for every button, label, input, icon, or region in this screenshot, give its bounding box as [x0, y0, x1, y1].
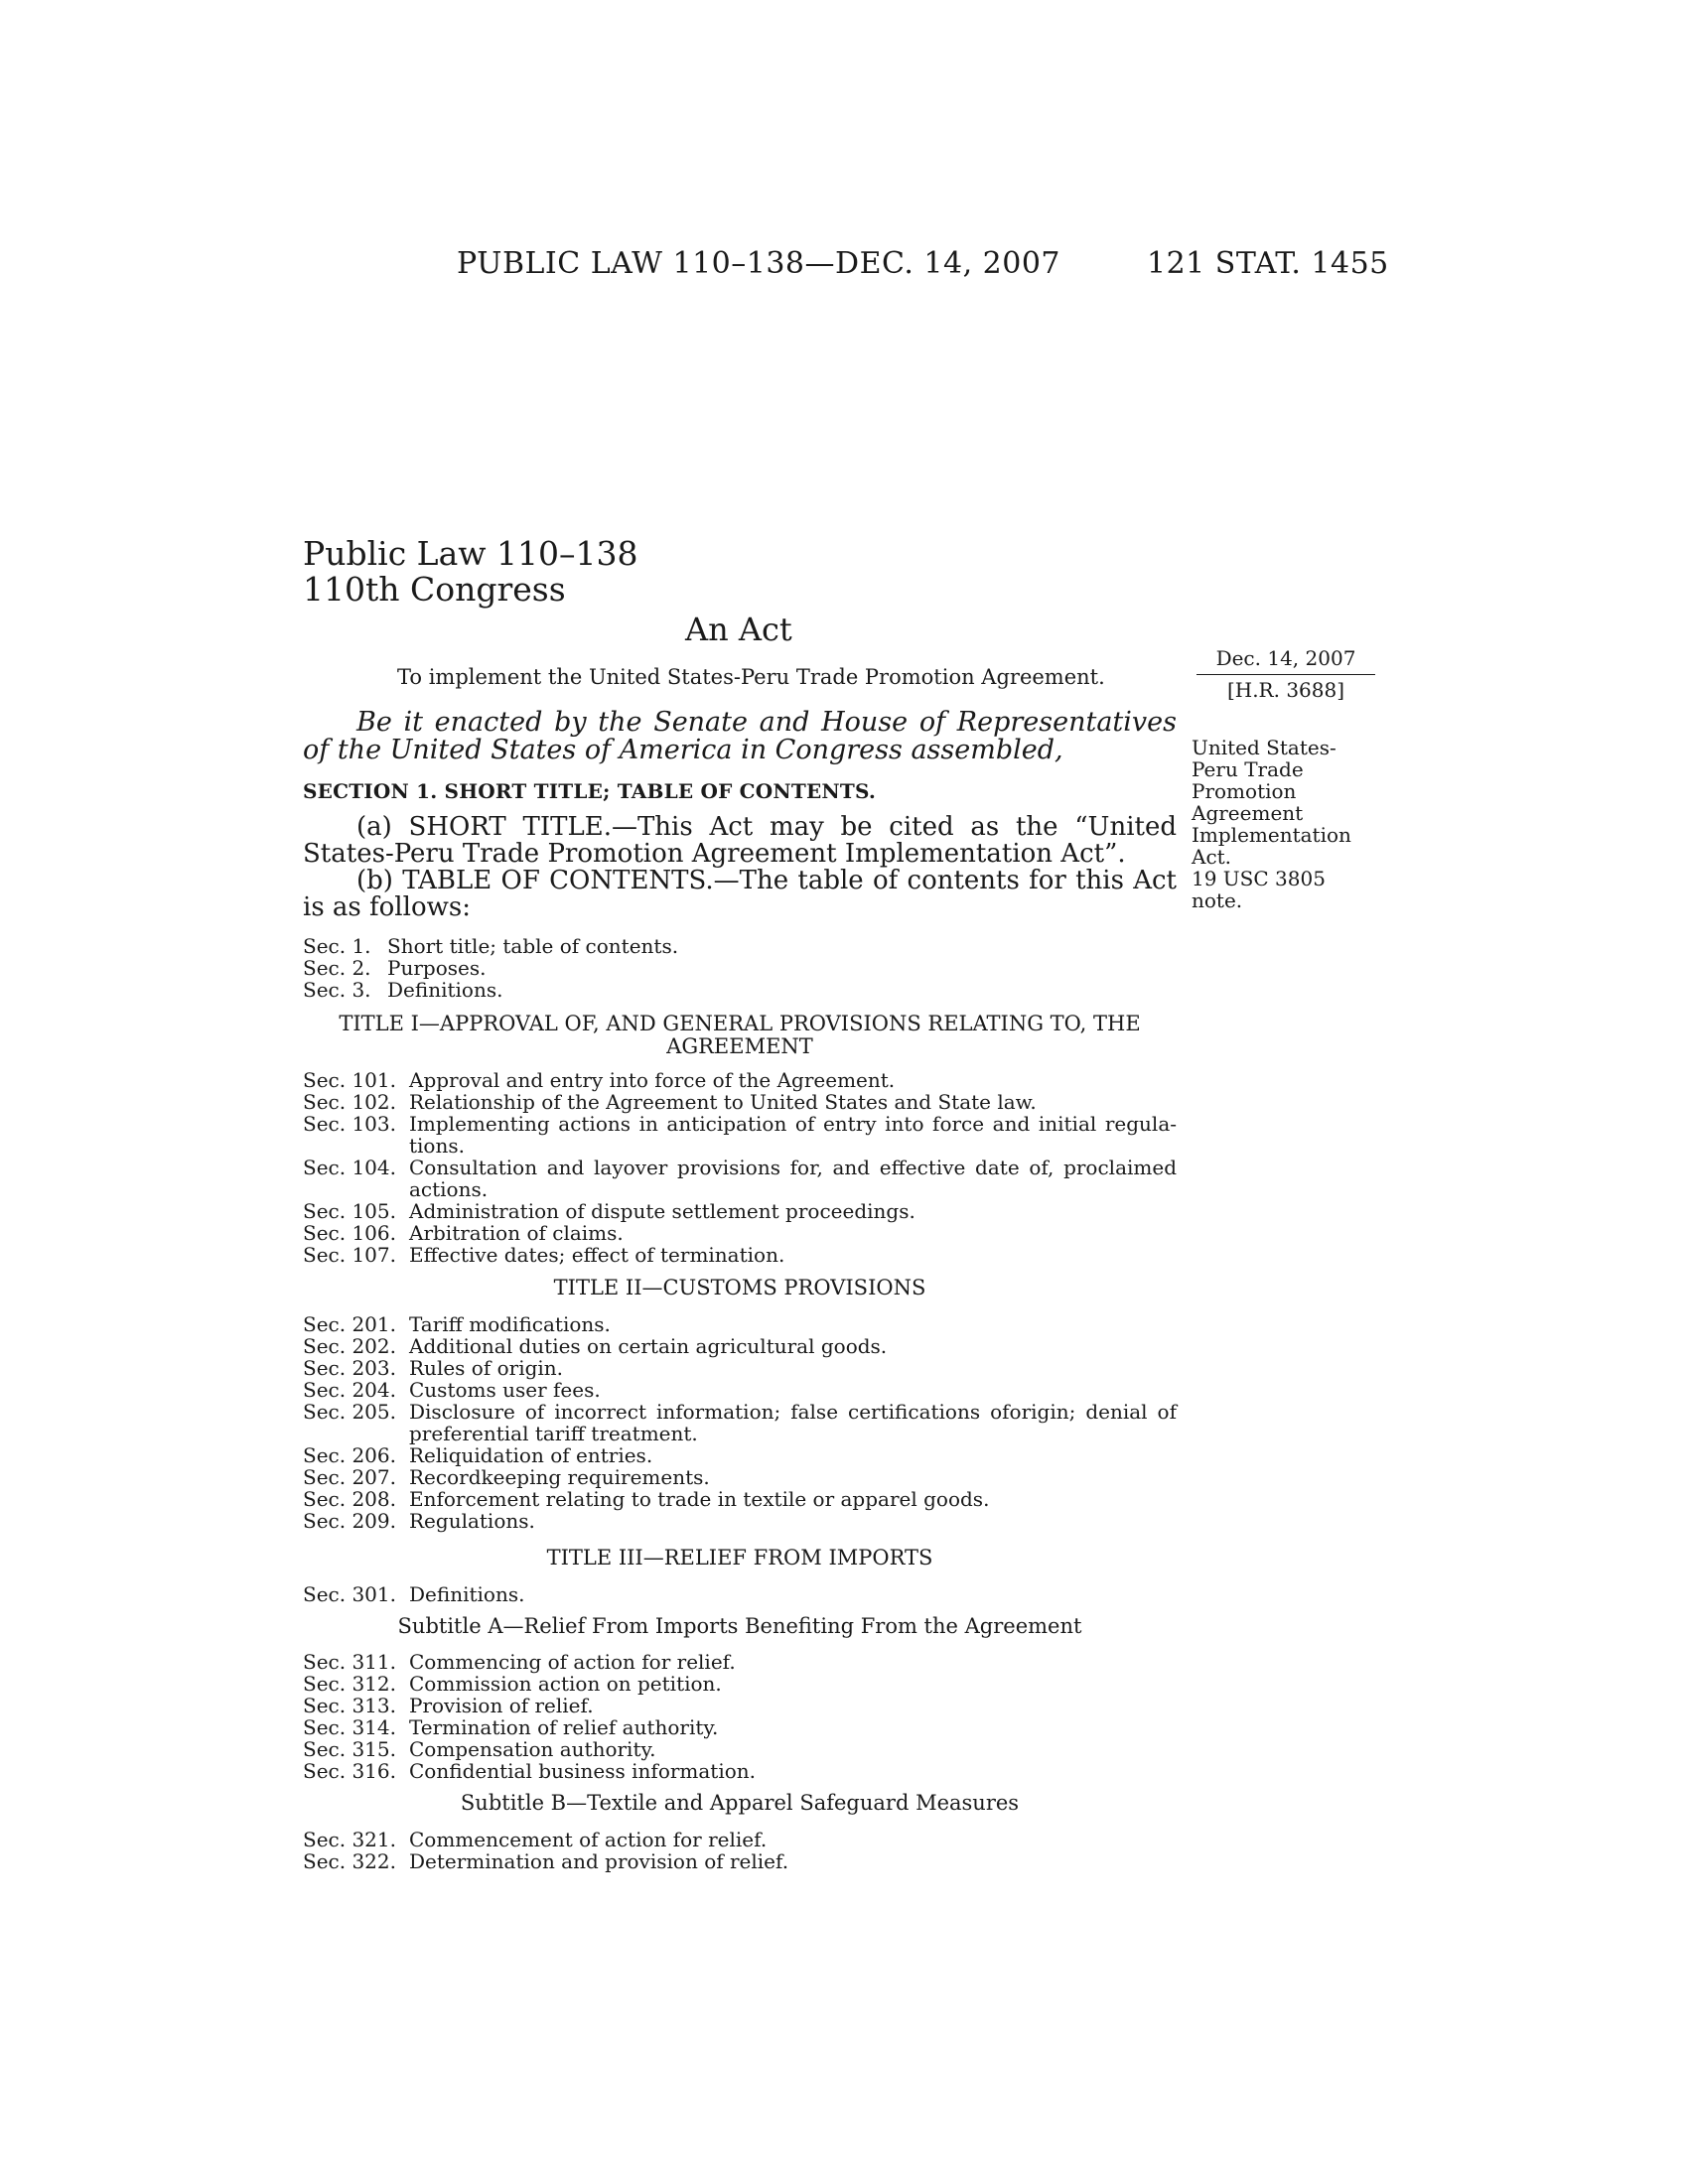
toc-entry [303, 1091, 1177, 1113]
toc-section-number: Sec. 313. [303, 1694, 396, 1717]
toc-entry [303, 1313, 1177, 1335]
toc-subtitle-b-list [303, 1829, 1177, 1872]
margin-sidenote [1192, 737, 1380, 911]
toc-section-number: Sec. 316. [303, 1759, 396, 1783]
toc-section-number: Sec. 103. [303, 1112, 396, 1136]
toc-section-number: Sec. 206. [303, 1443, 396, 1467]
toc-entry [303, 1222, 1177, 1244]
toc-section-title: Relationship of the Agreement to United States and State law. [409, 1090, 1037, 1114]
toc-entry [303, 1244, 1177, 1266]
toc-section-number: Sec. 106. [303, 1221, 396, 1245]
toc-title-3-heading: TITLE III—RELIEF FROM IMPORTS [546, 1546, 933, 1570]
toc-section-title: Customs user fees. [409, 1378, 601, 1402]
toc-section-title: Additional duties on certain agricultural goods. [409, 1334, 888, 1358]
margin-bill-number: [H.R. 3688] [1226, 678, 1345, 702]
margin-sidenote-line: Agreement [1192, 801, 1304, 825]
toc-section-title: Purposes. [387, 956, 487, 980]
toc-entry [303, 1069, 1177, 1091]
toc-entry [303, 1673, 1177, 1695]
toc-section-title: Confidential business information. [409, 1759, 757, 1783]
toc-entry [303, 1444, 1177, 1466]
toc-section-title: Approval and entry into force of the Agreement. [409, 1068, 896, 1092]
toc-entry [303, 1157, 1177, 1200]
toc-section-title: Definitions. [409, 1582, 525, 1606]
margin-date: Dec. 14, 2007 [1215, 646, 1356, 670]
running-head [0, 246, 1688, 286]
toc-section-number: Sec. 314. [303, 1715, 396, 1739]
toc-section-number: Sec. 101. [303, 1068, 396, 1092]
toc-section-title: Commission action on petition. [409, 1672, 722, 1696]
toc-subtitle-b-heading: Subtitle B—Textile and Apparel Safeguard Measures [460, 1791, 1020, 1815]
toc-entry [303, 1695, 1177, 1716]
toc-section-title: Regulations. [409, 1509, 535, 1533]
toc-section-number: Sec. 208. [303, 1487, 396, 1511]
toc-entry [303, 1113, 1177, 1157]
toc-entry [303, 1651, 1177, 1673]
toc-section-title: Provision of relief. [409, 1694, 594, 1717]
toc-section-title: Reliquidation of entries. [409, 1443, 653, 1467]
toc-section-title: Definitions. [387, 978, 503, 1002]
toc-section-title: Disclosure of incorrect information; false certifications oforigin; denial of preferential tariff treatment. [409, 1400, 1177, 1445]
toc-section-title: Implementing actions in anticipation of entry into force and initial regula-tions. [409, 1112, 1177, 1158]
margin-date-rule [1196, 674, 1375, 675]
law-identification [303, 536, 637, 608]
toc-subtitle-a-heading: Subtitle A—Relief From Imports Benefiting From the Agreement [397, 1614, 1082, 1638]
margin-sidenote-line: Peru Trade [1192, 757, 1304, 781]
toc-section-title: Administration of dispute settlement proceedings. [409, 1199, 915, 1223]
toc-section-number: Sec. 312. [303, 1672, 396, 1696]
toc-section-title: Short title; table of contents. [387, 934, 679, 958]
toc-section-number: Sec. 205. [303, 1400, 396, 1424]
toc-title-1-heading [303, 1013, 1177, 1058]
toc-entry [303, 1850, 1177, 1872]
toc-entry [303, 1583, 1177, 1605]
margin-sidenote-line: Promotion [1192, 779, 1297, 803]
margin-sidenote-line: United States- [1192, 736, 1336, 759]
toc-entry [303, 1357, 1177, 1379]
table-of-contents-paragraph: (b) TABLE OF CONTENTS.—The table of contents for this Act is as follows: [303, 866, 1177, 922]
toc-section-title: Effective dates; effect of termination. [409, 1243, 785, 1267]
margin-sidenote-line: Implementation [1192, 823, 1351, 847]
toc-section-number: Sec. 201. [303, 1312, 396, 1336]
toc-entry [303, 1760, 1177, 1782]
toc-section-number: Sec. 1. [303, 934, 371, 958]
toc-section-number: Sec. 104. [303, 1156, 396, 1179]
toc-entry [303, 979, 1177, 1001]
act-purpose: To implement the United States-Peru Trade Promotion Agreement. [397, 665, 1105, 689]
toc-section-number: Sec. 202. [303, 1334, 396, 1358]
toc-entry [303, 1401, 1177, 1444]
congress-number: 110th Congress [303, 570, 566, 609]
toc-section-number: Sec. 102. [303, 1090, 396, 1114]
enacting-clause: Be it enacted by the Senate and House of Representatives of the United States of America in Congress assembled, [303, 707, 1177, 765]
toc-section-title: Recordkeeping requirements. [409, 1465, 710, 1489]
toc-title-1-list [303, 1069, 1177, 1266]
toc-section-number: Sec. 203. [303, 1356, 396, 1380]
toc-entry [303, 1488, 1177, 1510]
toc-section-number: Sec. 2. [303, 956, 371, 980]
toc-section-number: Sec. 322. [303, 1849, 396, 1873]
toc-section-title: Arbitration of claims. [409, 1221, 624, 1245]
toc-entry [303, 1466, 1177, 1488]
toc-section-title: Consultation and layover provisions for, and effective date of, proclaimed actions. [409, 1156, 1177, 1201]
toc-entry [303, 1716, 1177, 1738]
toc-entry [303, 1829, 1177, 1850]
toc-section-number: Sec. 321. [303, 1828, 396, 1851]
short-title-paragraph: (a) SHORT TITLE.—This Act may be cited as the “United States-Peru Trade Promotion Agreement Implementation Act”. [303, 812, 1177, 869]
toc-entry [303, 1335, 1177, 1357]
toc-entry [303, 957, 1177, 979]
toc-section-number: Sec. 301. [303, 1582, 396, 1606]
running-head-citation: PUBLIC LAW 110–138—DEC. 14, 2007 [457, 246, 1061, 281]
running-head-stat-page: 121 STAT. 1455 [1147, 246, 1389, 281]
toc-entry [303, 1200, 1177, 1222]
margin-sidenote-line: Act. [1192, 845, 1232, 869]
toc-section-number: Sec. 105. [303, 1199, 396, 1223]
toc-section-number: Sec. 315. [303, 1737, 396, 1761]
margin-sidenote-line: 19 USC 3805 [1192, 867, 1326, 890]
toc-section-title: Commencement of action for relief. [409, 1828, 768, 1851]
margin-sidenote-line: note. [1192, 888, 1243, 912]
toc-entry [303, 935, 1177, 957]
toc-title-1-heading-line1: TITLE I—APPROVAL OF, AND GENERAL PROVISIONS RELATING TO, THE [339, 1012, 1141, 1035]
toc-section-number: Sec. 207. [303, 1465, 396, 1489]
toc-section-title: Compensation authority. [409, 1737, 656, 1761]
toc-intro-list [303, 935, 1177, 1001]
toc-section-number: Sec. 204. [303, 1378, 396, 1402]
toc-section-title: Rules of origin. [409, 1356, 564, 1380]
toc-entry [303, 1510, 1177, 1532]
toc-section-number: Sec. 3. [303, 978, 371, 1002]
toc-section-number: Sec. 209. [303, 1509, 396, 1533]
toc-section-number: Sec. 311. [303, 1650, 396, 1674]
toc-title-1-heading-line2: AGREEMENT [666, 1034, 813, 1058]
toc-section-title: Termination of relief authority. [409, 1715, 719, 1739]
toc-title-3-list [303, 1583, 1177, 1605]
toc-section-title: Enforcement relating to trade in textile or apparel goods. [409, 1487, 990, 1511]
toc-entry [303, 1379, 1177, 1401]
toc-section-title: Commencing of action for relief. [409, 1650, 736, 1674]
toc-section-title: Tariff modifications. [409, 1312, 611, 1336]
toc-entry [303, 1738, 1177, 1760]
toc-subtitle-a-list [303, 1651, 1177, 1782]
public-law-number: Public Law 110–138 [303, 534, 638, 573]
section-1-heading: SECTION 1. SHORT TITLE; TABLE OF CONTENTS. [303, 779, 877, 803]
toc-section-number: Sec. 107. [303, 1243, 396, 1267]
toc-title-2-list [303, 1313, 1177, 1532]
toc-title-2-heading: TITLE II—CUSTOMS PROVISIONS [553, 1276, 926, 1299]
act-heading: An Act [685, 611, 792, 648]
toc-section-title: Determination and provision of relief. [409, 1849, 789, 1873]
